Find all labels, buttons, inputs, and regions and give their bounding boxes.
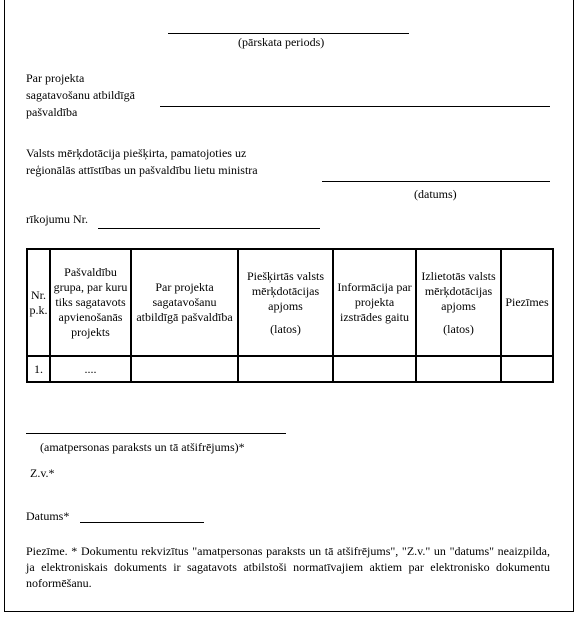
seal-label: Z.v.* <box>30 466 55 480</box>
grant-date-label: (datums) <box>414 187 457 201</box>
period-label: (pārskata periods) <box>238 35 325 49</box>
table-cell[interactable] <box>501 356 553 382</box>
order-number-line[interactable] <box>98 228 320 229</box>
unit-label: (latos) <box>443 321 474 336</box>
unit-label: (latos) <box>270 321 301 336</box>
grant-table <box>26 248 554 383</box>
table-cell[interactable] <box>333 356 416 382</box>
table-cell[interactable] <box>238 356 333 382</box>
table-header-row <box>27 249 553 356</box>
table-cell[interactable] <box>131 356 238 382</box>
table-cell[interactable] <box>416 356 501 382</box>
order-number-label: rīkojumu Nr. <box>26 212 88 226</box>
col-header-progress: Informācija par projekta izstrādes gaitu <box>333 249 416 356</box>
date-line[interactable] <box>80 522 204 523</box>
signature-label: (amatpersonas paraksts un tā atšifrējums)* <box>40 440 245 454</box>
col-header-spent: Izlietotās valsts mērķdotācijas apjoms (latos) <box>416 249 501 356</box>
responsible-field-line[interactable] <box>160 106 550 107</box>
col-header-allocated: Piešķirtās valsts mērķdotācijas apjoms (latos) <box>238 249 333 356</box>
grant-text: Valsts mērķdotācija piešķirta, pamatojoties uz reģionālās attīstības un pašvaldību lietu ministra <box>26 146 258 177</box>
table-cell[interactable]: .... <box>50 356 131 382</box>
table-cell: 1. <box>27 356 50 382</box>
date-label: Datums* <box>26 509 70 523</box>
col-header-group: Pašvaldību grupa, par kuru tiks sagatavots apvienošanās projekts <box>50 249 131 356</box>
col-header-responsible: Par projekta sagatavošanu atbildīgā pašvaldība <box>131 249 238 356</box>
footnote: Piezīme. * Dokumentu rekvizītus "amatpersonas paraksts un tā atšifrējums", "Z.v." un "datums" neaizpilda, ja elektroniskais dokuments ir sagatavots atbilstoši normatīvajiem aktiem par elektronisko dokumentu noformēšanu. <box>26 544 550 590</box>
grant-date-line[interactable] <box>322 181 550 182</box>
responsible-label: Par projekta sagatavošanu atbildīgā pašvaldība <box>26 71 135 119</box>
table-row <box>27 356 553 382</box>
period-line <box>168 33 409 34</box>
signature-line[interactable] <box>26 433 286 434</box>
col-header-notes: Piezīmes <box>501 249 553 356</box>
col-header-number: Nr. p.k. <box>27 249 50 356</box>
